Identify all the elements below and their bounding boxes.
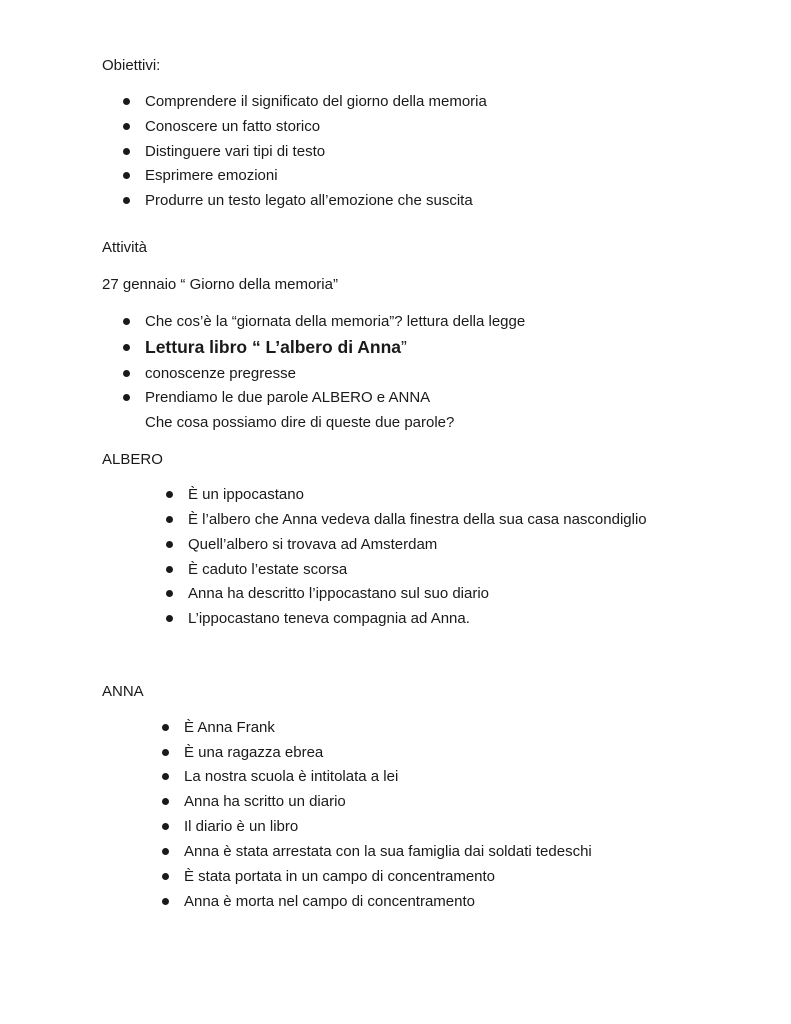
obiettivi-item: Produrre un testo legato all’emozione che suscita (145, 192, 473, 209)
bullet (162, 848, 169, 855)
anna-item: È stata portata in un campo di concentramento (184, 868, 496, 885)
bullet (166, 516, 173, 523)
obiettivi-item: Esprimere emozioni (145, 167, 278, 184)
bullet (123, 318, 130, 325)
bullet (166, 566, 173, 573)
attivita-item: Prendiamo le due parole ALBERO e ANNA (145, 389, 431, 406)
anna-item: È Anna Frank (184, 719, 275, 736)
anna-item: La nostra scuola è intitolata a lei (184, 768, 399, 785)
bullet (162, 798, 169, 805)
bullet (162, 823, 169, 830)
bullet (123, 123, 130, 130)
anna-item: Anna è stata arrestata con la sua famiglia dai soldati tedeschi (184, 843, 592, 860)
albero-item: È un ippocastano (188, 486, 304, 503)
bullet (166, 491, 173, 498)
anna-heading: ANNA (102, 683, 144, 700)
obiettivi-heading: Obiettivi: (102, 57, 161, 74)
bullet (162, 873, 169, 880)
anna-item: Anna ha scritto un diario (184, 793, 346, 810)
bullet (162, 724, 169, 731)
book-title-closing-quote: ” (401, 337, 407, 357)
attivita-heading: Attività (102, 239, 148, 256)
attivita-item: Che cos’è la “giornata della memoria”? lettura della legge (145, 313, 526, 330)
albero-item: Anna ha descritto l’ippocastano sul suo diario (188, 585, 490, 602)
bullet (166, 541, 173, 548)
bullet (166, 590, 173, 597)
obiettivi-item: Comprendere il significato del giorno della memoria (145, 93, 487, 110)
obiettivi-item: Distinguere vari tipi di testo (145, 143, 326, 160)
albero-item: Quell’albero si trovava ad Amsterdam (188, 536, 438, 553)
albero-item: È caduto l’estate scorsa (188, 561, 348, 578)
albero-item: L’ippocastano teneva compagnia ad Anna. (188, 610, 470, 627)
attivita-item-continuation: Che cosa possiamo dire di queste due parole? (145, 414, 455, 431)
anna-item: È una ragazza ebrea (184, 744, 324, 761)
obiettivi-item: Conoscere un fatto storico (145, 118, 321, 135)
bullet (123, 370, 130, 377)
albero-heading: ALBERO (102, 451, 163, 468)
attivita-date-line: 27 gennaio “ Giorno della memoria” (102, 276, 338, 293)
bullet (166, 615, 173, 622)
attivita-item-book (145, 337, 407, 357)
bullet (123, 197, 130, 204)
albero-item: È l’albero che Anna vedeva dalla finestra della sua casa nascondiglio (188, 511, 647, 528)
bullet (162, 773, 169, 780)
anna-item: Anna è morta nel campo di concentramento (184, 893, 475, 910)
bullet (123, 148, 130, 155)
bullet (123, 344, 130, 351)
bullet (162, 898, 169, 905)
bullet (162, 749, 169, 756)
book-title: Lettura libro “ L’albero di Anna (145, 337, 402, 357)
bullet (123, 98, 130, 105)
bullet (123, 172, 130, 179)
attivita-item: conoscenze pregresse (145, 365, 296, 382)
bullet (123, 394, 130, 401)
anna-item: Il diario è un libro (184, 818, 299, 835)
